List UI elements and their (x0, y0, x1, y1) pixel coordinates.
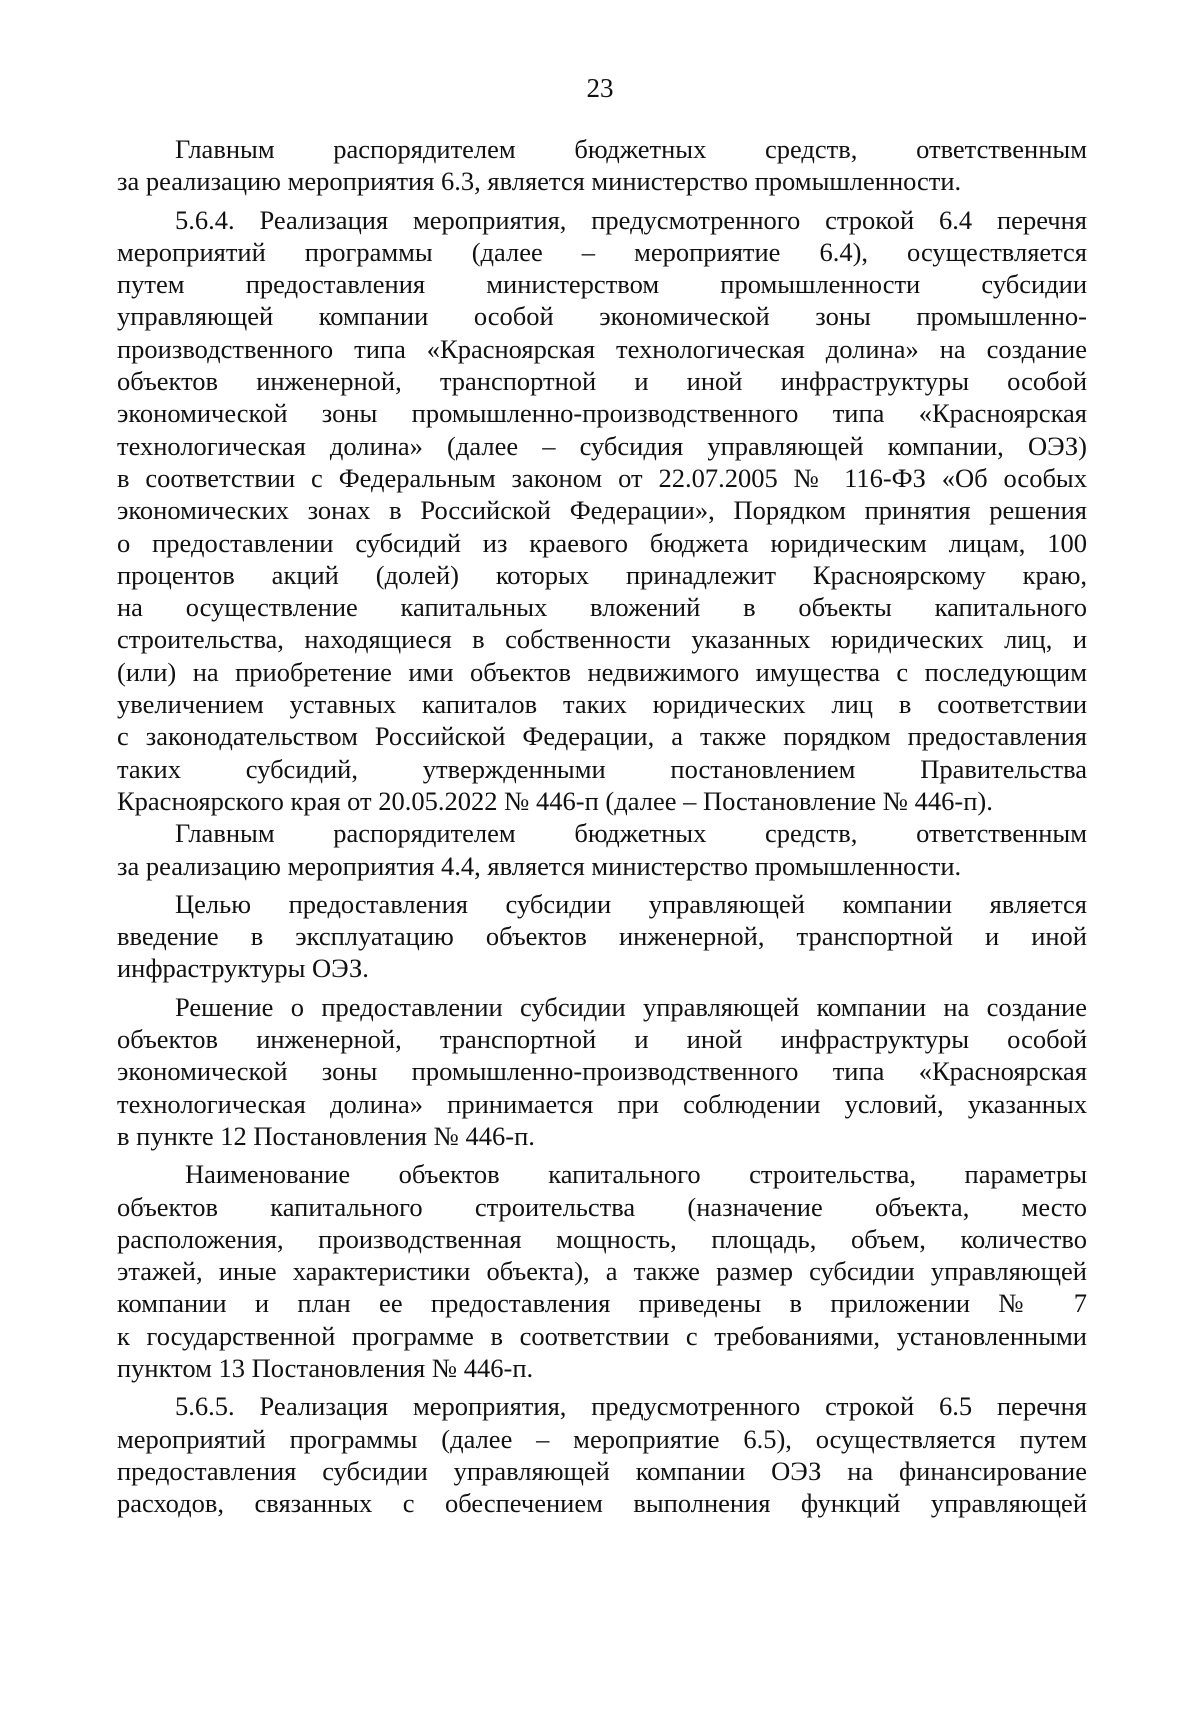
text-line: Красноярского края от 20.05.2022 № 446-п (далее – Постановление № 446-п). (117, 785, 993, 816)
text-line: 5.6.5. Реализация мероприятия, предусмотренного строкой 6.5 перечня (175, 1391, 1087, 1422)
text-line: таких субсидий, утвержденными постановлением Правительства (117, 753, 1087, 784)
paragraph-5-6-4 (117, 204, 1087, 818)
text-line: объектов инженерной, транспортной и иной инфраструктуры особой (117, 366, 1087, 397)
paragraph-objects (117, 1158, 1087, 1384)
text-line: на осуществление капитальных вложений в объекты капитального (117, 592, 1087, 623)
text-line: инфраструктуры ОЭЗ. (117, 953, 369, 984)
text-line: технологическая долина» принимается при соблюдении условий, указанных (117, 1088, 1087, 1119)
text-line: (или) на приобретение ими объектов недвижимого имущества с последующим (117, 656, 1087, 687)
text-line: Главным распорядителем бюджетных средств, ответственным (175, 134, 1087, 164)
text-line: объектов инженерной, транспортной и иной инфраструктуры особой (117, 1024, 1087, 1055)
text-line: пунктом 13 Постановления № 446-п. (117, 1352, 534, 1383)
page-number: 23 (586, 73, 614, 103)
text-line: Целью предоставления субсидии управляющей компании является (175, 888, 1087, 919)
text-line: производственного типа «Красноярская технологическая долина» на создание (117, 333, 1087, 364)
text-line: в соответствии с Федеральным законом от 22.07.2005 № 116-ФЗ «Об особых (117, 462, 1087, 493)
text-line: управляющей компании особой экономической зоны промышленно- (117, 301, 1087, 332)
text-line: Главным распорядителем бюджетных средств, ответственным (175, 818, 1087, 849)
text-line: к государственной программе в соответствии с требованиями, установленными (117, 1320, 1087, 1351)
text-line: предоставления субсидии управляющей компании ОЭЗ на финансирование (117, 1455, 1087, 1486)
text-line: Решение о предоставлении субсидии управляющей компании на создание (175, 991, 1087, 1022)
paragraph-decision (117, 991, 1087, 1152)
text-line: экономических зонах в Российской Федерации», Порядком принятия решения (117, 495, 1087, 526)
document-body (117, 133, 1087, 1519)
text-line: введение в эксплуатацию объектов инженерной, транспортной и иной (117, 921, 1087, 952)
text-line: объектов капитального строительства (назначение объекта, место (117, 1191, 1087, 1222)
text-line: в пункте 12 Постановления № 446-п. (117, 1120, 535, 1151)
text-line: технологическая долина» (далее – субсидия управляющей компании, ОЭЗ) (117, 430, 1087, 461)
text-line: экономической зоны промышленно-производственного типа «Красноярская (117, 398, 1087, 429)
text-line: увеличением уставных капиталов таких юридических лиц в соответствии (117, 689, 1087, 720)
text-line: экономической зоны промышленно-производственного типа «Красноярская (117, 1056, 1087, 1087)
paragraph-responsible-6-3 (117, 133, 1087, 198)
text-line: процентов акций (долей) которых принадлежит Красноярскому краю, (117, 559, 1087, 590)
paragraph-5-6-5 (117, 1390, 1087, 1519)
paragraph-goal (117, 888, 1087, 985)
text-line: расположения, производственная мощность, площадь, объем, количество (117, 1223, 1087, 1254)
text-line: путем предоставления министерством промышленности субсидии (117, 269, 1087, 300)
text-line: за реализацию мероприятия 4.4, является министерство промышленности. (117, 850, 962, 881)
text-line: за реализацию мероприятия 6.3, является министерство промышленности. (117, 166, 962, 197)
text-line: строительства, находящиеся в собственности указанных юридических лиц, и (117, 624, 1087, 655)
text-line: с законодательством Российской Федерации, а также порядком предоставления (117, 721, 1087, 752)
text-line: мероприятий программы (далее – мероприятие 6.4), осуществляется (117, 236, 1087, 267)
paragraph-responsible-4-4 (117, 817, 1087, 882)
text-line: 5.6.4. Реализация мероприятия, предусмотренного строкой 6.4 перечня (175, 204, 1087, 235)
text-line: Наименование объектов капитального строительства, параметры (185, 1159, 1087, 1190)
text-line: расходов, связанных с обеспечением выполнения функций управляющей (117, 1488, 1087, 1519)
text-line: этажей, иные характеристики объекта), а также размер субсидии управляющей (117, 1256, 1087, 1287)
text-line: компании и план ее предоставления приведены в приложении № 7 (117, 1288, 1087, 1319)
text-line: о предоставлении субсидий из краевого бюджета юридическим лицам, 100 (117, 527, 1087, 558)
text-line: мероприятий программы (далее – мероприятие 6.5), осуществляется путем (117, 1423, 1087, 1454)
